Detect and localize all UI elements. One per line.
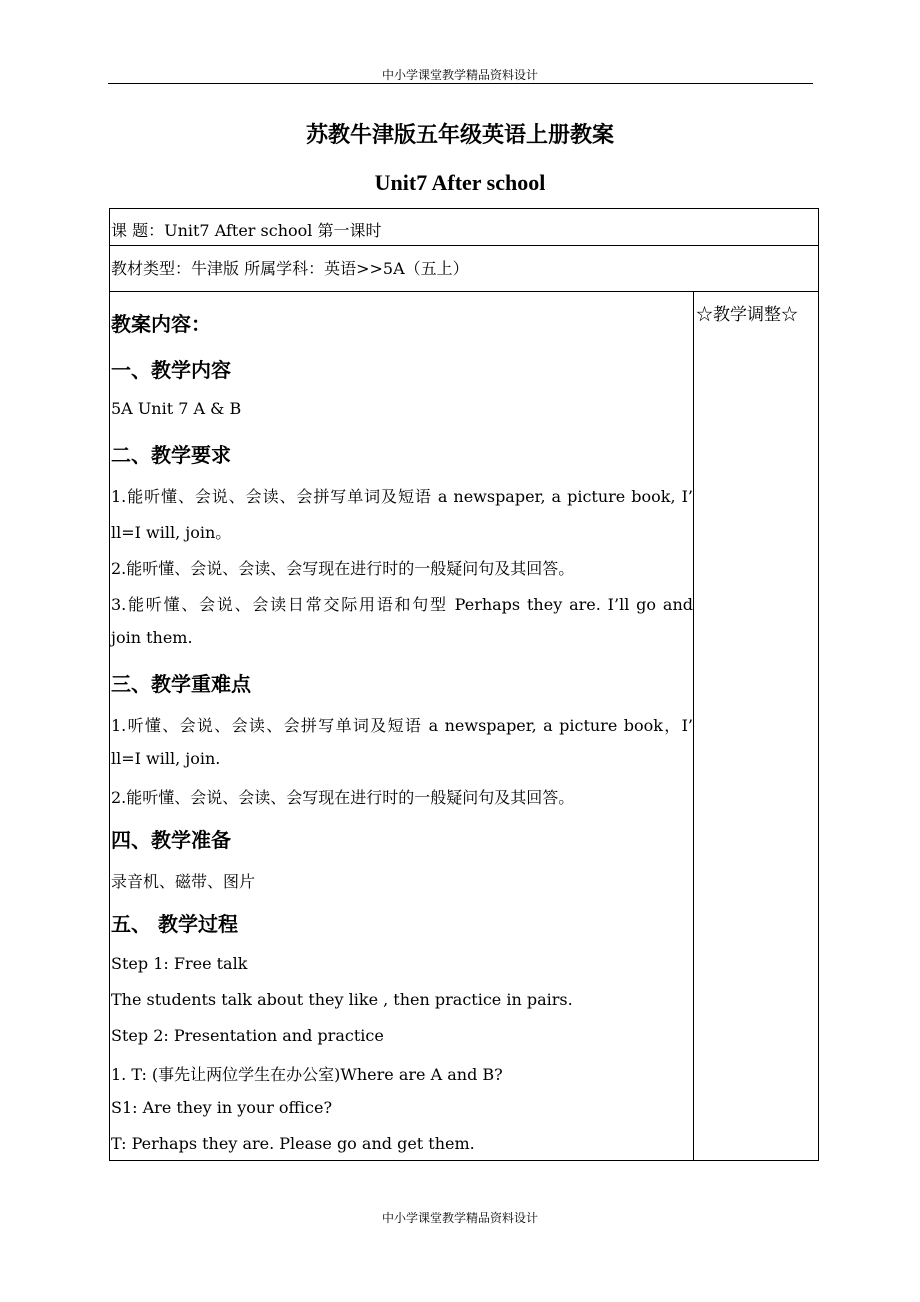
section-heading: 四、教学准备 (111, 828, 231, 852)
content-line: S1: Are they in your office? (111, 1098, 333, 1117)
content-line: ll=I will, join. (111, 749, 221, 768)
page-header: 中小学课堂教学精品资料设计 (381, 68, 538, 82)
content-line: 2.能听懂、会说、会读、会写现在进行时的一般疑问句及其回答。 (111, 788, 575, 807)
section-heading: 教案内容： (111, 312, 211, 336)
content-line: 3.能听懂、会说、会读日常交际用语和句型 Perhaps they are. I’ll go and (111, 595, 693, 614)
section-heading: 一、教学内容 (111, 358, 231, 382)
content-line: T: Perhaps they are. Please go and get them. (111, 1134, 475, 1153)
content-line: The students talk about they like , then practice in pairs. (111, 990, 573, 1009)
content-line: 1.能听懂、会说、会读、会拼写单词及短语 a newspaper, a picture book, I’ (111, 487, 693, 506)
content-line: Step 1: Free talk (111, 954, 248, 973)
info-row-type (109, 245, 819, 292)
section-heading: 二、教学要求 (111, 443, 231, 467)
section-heading: 三、教学重难点 (111, 672, 251, 696)
document-title: 苏教牛津版五年级英语上册教案 (305, 123, 614, 148)
content-line: ll=I will, join。 (111, 523, 232, 542)
document-subtitle: Unit7 After school (374, 170, 546, 195)
info-row-topic (109, 208, 819, 246)
topic-text: 课 题：Unit7 After school 第一课时 (111, 221, 382, 240)
header-rule (108, 83, 813, 84)
column-divider (693, 292, 694, 1160)
lesson-content-table (109, 291, 819, 1161)
content-line: 1.听懂、会说、会读、会拼写单词及短语 a newspaper, a picture book，I’ (111, 716, 693, 735)
section-heading: 五、 教学过程 (111, 912, 238, 936)
content-line: 2.能听懂、会说、会读、会写现在进行时的一般疑问句及其回答。 (111, 559, 575, 578)
content-line: 1. T: (事先让两位学生在办公室)Where are A and B? (111, 1065, 503, 1084)
adjustment-column-label: ☆教学调整☆ (696, 305, 798, 325)
material-type-text: 教材类型：牛津版 所属学科：英语>>5A（五上） (111, 259, 469, 278)
content-line: 录音机、磁带、图片 (111, 872, 256, 891)
content-line: 5A Unit 7 A & B (111, 399, 242, 418)
content-line: join them. (111, 628, 193, 647)
content-line: Step 2: Presentation and practice (111, 1026, 384, 1045)
page-footer: 中小学课堂教学精品资料设计 (381, 1211, 538, 1225)
